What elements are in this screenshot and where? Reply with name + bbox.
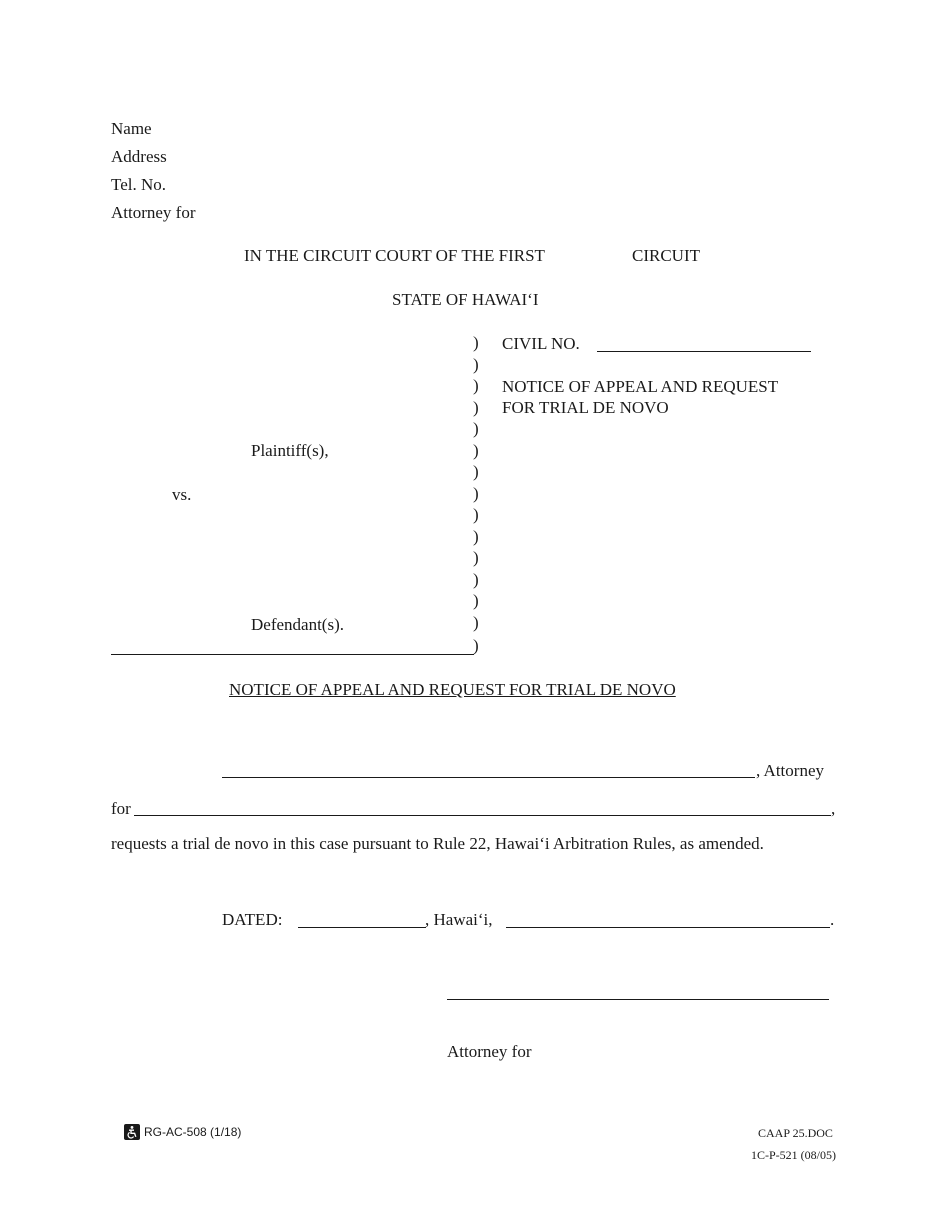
for-suffix: , (831, 799, 836, 818)
caption-paren: ) (473, 613, 479, 632)
caption-paren: ) (473, 462, 479, 481)
hawaii-label: , Hawai‘i, (425, 910, 493, 929)
request-text: requests a trial de novo in this case pursuant to Rule 22, Hawai‘i Arbitration Rules, as amended. (111, 834, 764, 853)
caption-paren: ) (473, 548, 479, 567)
attorney-name-field[interactable] (222, 777, 755, 778)
accessibility-icon (124, 1124, 140, 1145)
plaintiff-label: Plaintiff(s), (251, 441, 329, 460)
attorney-for-label: Attorney for (111, 203, 196, 222)
doc-title-line2: FOR TRIAL DE NOVO (502, 398, 669, 417)
vs-label: vs. (172, 485, 192, 504)
caption-bottom-rule (111, 654, 474, 655)
attorney-address-label: Address (111, 147, 167, 166)
doc-name: CAAP 25.DOC (758, 1126, 833, 1140)
form-id: RG-AC-508 (1/18) (144, 1125, 242, 1139)
attorney-tel-label: Tel. No. (111, 175, 166, 194)
caption-paren: ) (473, 355, 479, 374)
caption-paren: ) (473, 419, 479, 438)
caption-paren: ) (473, 398, 479, 417)
caption-paren: ) (473, 505, 479, 524)
court-circuit: CIRCUIT (632, 246, 700, 265)
court-state: STATE OF HAWAI‘I (392, 290, 539, 309)
caption-paren: ) (473, 570, 479, 589)
party-field[interactable] (134, 815, 831, 816)
notice-title: NOTICE OF APPEAL AND REQUEST FOR TRIAL DE NOVO (229, 680, 676, 699)
attorney-name-label: Name (111, 119, 152, 138)
form-code: 1C-P-521 (08/05) (751, 1148, 836, 1162)
attorney-suffix: , Attorney (756, 761, 824, 780)
civil-no-label: CIVIL NO. (502, 334, 580, 353)
civil-no-field[interactable] (597, 351, 811, 352)
date-field[interactable] (298, 927, 426, 928)
caption-paren: ) (473, 527, 479, 546)
caption-paren: ) (473, 376, 479, 395)
dated-period: . (830, 910, 835, 929)
signature-label: Attorney for (447, 1042, 532, 1061)
for-prefix: for (111, 799, 131, 818)
signature-field[interactable] (447, 999, 829, 1000)
caption-paren: ) (473, 636, 479, 655)
caption-paren: ) (473, 591, 479, 610)
caption-paren: ) (473, 333, 479, 352)
defendant-label: Defendant(s). (251, 615, 344, 634)
doc-title-line1: NOTICE OF APPEAL AND REQUEST (502, 377, 779, 396)
caption-paren: ) (473, 484, 479, 503)
place-field[interactable] (506, 927, 830, 928)
caption-paren: ) (473, 441, 479, 460)
dated-label: DATED: (222, 910, 283, 929)
court-heading: IN THE CIRCUIT COURT OF THE FIRST (244, 246, 545, 265)
